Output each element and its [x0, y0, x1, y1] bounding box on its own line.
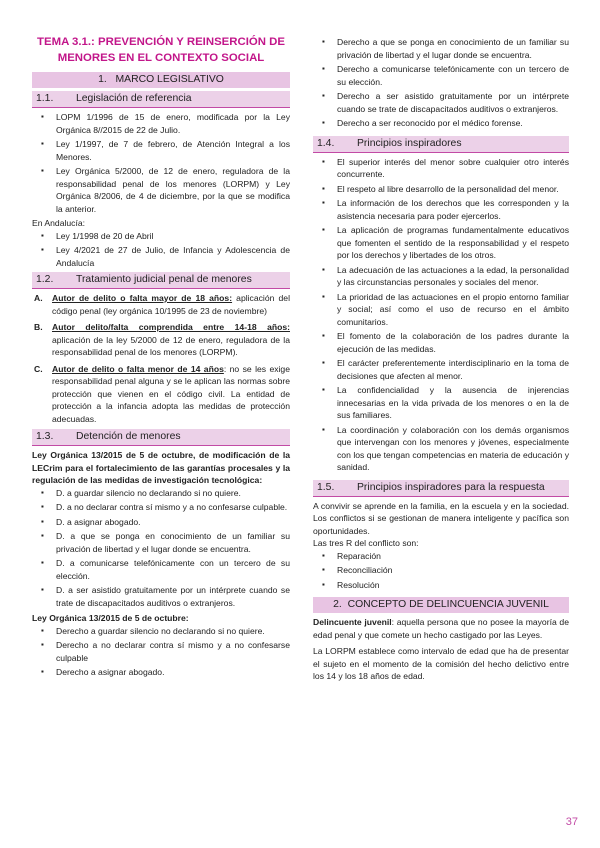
list-item: ▪ D. a ser asistido gratuitamente por un intérprete cuando se trate de discapacitados auditivos o extranjeros.	[41, 585, 290, 608]
three-r-list	[313, 550, 569, 592]
list-item: ▪ Derecho a asignar abogado.	[41, 667, 165, 677]
left-column	[32, 32, 290, 681]
list-item: A. Autor de delito o falta mayor de 18 años: aplicación del código penal (ley orgánica 10/1995 de 23 de noviembre)	[34, 293, 290, 316]
list-item: ▪ D. a guardar silencio no declarando si no quiere.	[41, 487, 241, 498]
section-1-5-header: 1.5. Principios inspiradores para la respuesta	[313, 480, 569, 497]
penal-treatment-list	[32, 292, 290, 425]
list-item: ▪ Derecho a ser asistido gratuitamente por un intérprete cuando se trate de discapacitados auditivos o extranjeros.	[322, 91, 569, 114]
right-column	[313, 36, 569, 683]
list-item: ▪ Ley 1/1997, de 7 de febrero, de Atención Integral a los Menores.	[41, 139, 290, 162]
list-item: ▪ Ley 1/1998 de 20 de Abril	[41, 230, 154, 241]
list-item: ▪ D. a que se ponga en conocimiento de un familiar su privación de libertad y el lugar donde se encuentra.	[41, 531, 290, 554]
list-item: ▪ Derecho a no declarar contra sí mismo y a no confesarse culpable	[41, 640, 290, 663]
list-item: ▪ La adecuación de las actuaciones a la edad, la personalidad y las circunstancias personales y sociales del menor.	[322, 264, 569, 287]
section-1-3-header: 1.3. Detención de menores	[32, 429, 290, 446]
list-item: ▪ D. a comunicarse telefónicamente con un tercero de su elección.	[41, 558, 290, 581]
section-1-2-header: 1.2. Tratamiento judicial penal de menores	[32, 272, 290, 289]
list-item: ▪ Ley 4/2021 de 27 de Julio, de Infancia y Adolescencia de Andalucía	[41, 245, 290, 268]
lorpm-paragraph: La LORPM establece como intervalo de edad que ha de presentar el sujeto en el momento de la comisión del hecho delictivo entre los 14 y los 18 años de edad.	[313, 646, 569, 681]
section-1-4-header: 1.4. Principios inspiradores	[313, 136, 569, 153]
list-item: ▪ El carácter preferentemente interdisciplinario en la toma de decisiones que afecten al menor.	[322, 358, 569, 381]
section-1-header: 1. MARCO LEGISLATIVO	[32, 72, 290, 88]
section-1-1-header: 1.1. Legislación de referencia	[32, 91, 290, 108]
list-item: ▪ Derecho a que se ponga en conocimiento de un familiar su privación de libertad y el lugar donde se encuentra.	[322, 37, 569, 60]
list-item: C. Autor de delito o falta menor de 14 años: no se les exige responsabilidad penal alguna y se le aplican las normas sobre protección que vienen en el código civil. La entidad de protección a la infancia adopta las medidas de protección adecuadas.	[34, 363, 290, 424]
list-item: ▪ El fomento de la colaboración de los padres durante la ejecución de las medidas.	[322, 331, 569, 354]
section-2-header: 2. CONCEPTO DE DELINCUENCIA JUVENIL	[313, 597, 569, 613]
definition-paragraph: Delincuente juvenil: aquella persona que no posee la mayoría de edad penal y que comete un hecho castigado por las Leyes.	[313, 617, 569, 640]
list-item: ▪ D. a asignar abogado.	[41, 516, 141, 527]
response-paragraph: A convivir se aprende en la familia, en la escuela y en la sociedad. Los conflictos si se gestionan de manera inteligente y pacífica son oportunidades.	[313, 500, 569, 536]
list-item: ▪ Ley Orgánica 5/2000, de 12 de enero, reguladora de la responsabilidad penal de los menores (LORPM) y Ley Orgánica 8/2006, de 4 de diciembre, por la que se modifica la anterior.	[41, 166, 290, 214]
list-item: ▪ La confidencialidad y la ausencia de injerencias innecesarias en la vida privada de los menores o en la de sus familiares.	[322, 385, 569, 420]
detention-intro: Ley Orgánica 13/2015 de 5 de octubre, de modificación de la LECrim para el fortalecimiento de las garantías procesales y la regulación de las medidas de investigación tecnológica:	[32, 450, 290, 485]
andalucia-label: En Andalucía:	[32, 218, 86, 228]
principles-list	[313, 156, 569, 474]
detention-rights-list-2	[32, 625, 290, 679]
three-r-label: Las tres R del conflicto son:	[313, 538, 419, 548]
list-item: ▪ El respeto al libre desarrollo de la personalidad del menor.	[322, 183, 559, 194]
list-item: ▪ Reconciliación	[322, 565, 393, 575]
list-item: ▪ La prioridad de las actuaciones en el propio entorno familiar y social; así como el uso de recurso en el ámbito comunitarios.	[322, 291, 569, 327]
list-item: ▪ Derecho a ser reconocido por el médico forense.	[322, 118, 523, 128]
list-item: ▪ Derecho a guardar silencio no declarando si no quiere.	[41, 625, 265, 636]
andalucia-list	[32, 230, 290, 270]
detention-rights-list	[32, 487, 290, 610]
list-item: ▪ Reparación	[322, 550, 381, 561]
list-item: ▪ La información de los derechos que les corresponden y la asistencia necesaria para poder ejercerlos.	[322, 198, 569, 221]
list-item: ▪ Resolución	[322, 579, 380, 590]
list-item: ▪ LOPM 1/1996 de 15 de enero, modificada por la Ley Orgánica 8//2015 de 22 de Julio.	[41, 112, 290, 135]
list-item: ▪ D. a no declarar contra sí mismo y a no confesarse culpable.	[41, 502, 288, 512]
page-title: TEMA 3.1.: PREVENCIÓN Y REINSERCIÓN DE MENORES EN EL CONTEXTO SOCIAL	[37, 36, 285, 64]
list-item: B. Autor delito/falta comprendida entre 14-18 años: aplicación de la ley 5/2000 de 12 de enero, reguladora de la responsabilidad penal de los menores (LORPM).	[34, 322, 290, 357]
legislation-list	[32, 111, 290, 215]
page-number: 37	[565, 816, 578, 828]
detention-rights-list-continued	[313, 36, 569, 130]
list-item: ▪ Derecho a comunicarse telefónicamente con un tercero de su elección.	[322, 64, 569, 87]
detention-intro-2: Ley Orgánica 13/2015 de 5 de octubre:	[32, 613, 189, 623]
list-item: ▪ La coordinación y colaboración con los demás organismos que intervengan con los menores y jóvenes, especialmente con los que tengan competencias en materia de educación y sanidad.	[322, 424, 569, 472]
list-item: ▪ El superior interés del menor sobre cualquier otro interés concurrente.	[322, 156, 569, 179]
list-item: ▪ La aplicación de programas fundamentalmente educativos que fomenten el sentido de la responsabilidad y el respeto por los derechos y libertades de los otros.	[322, 225, 569, 260]
